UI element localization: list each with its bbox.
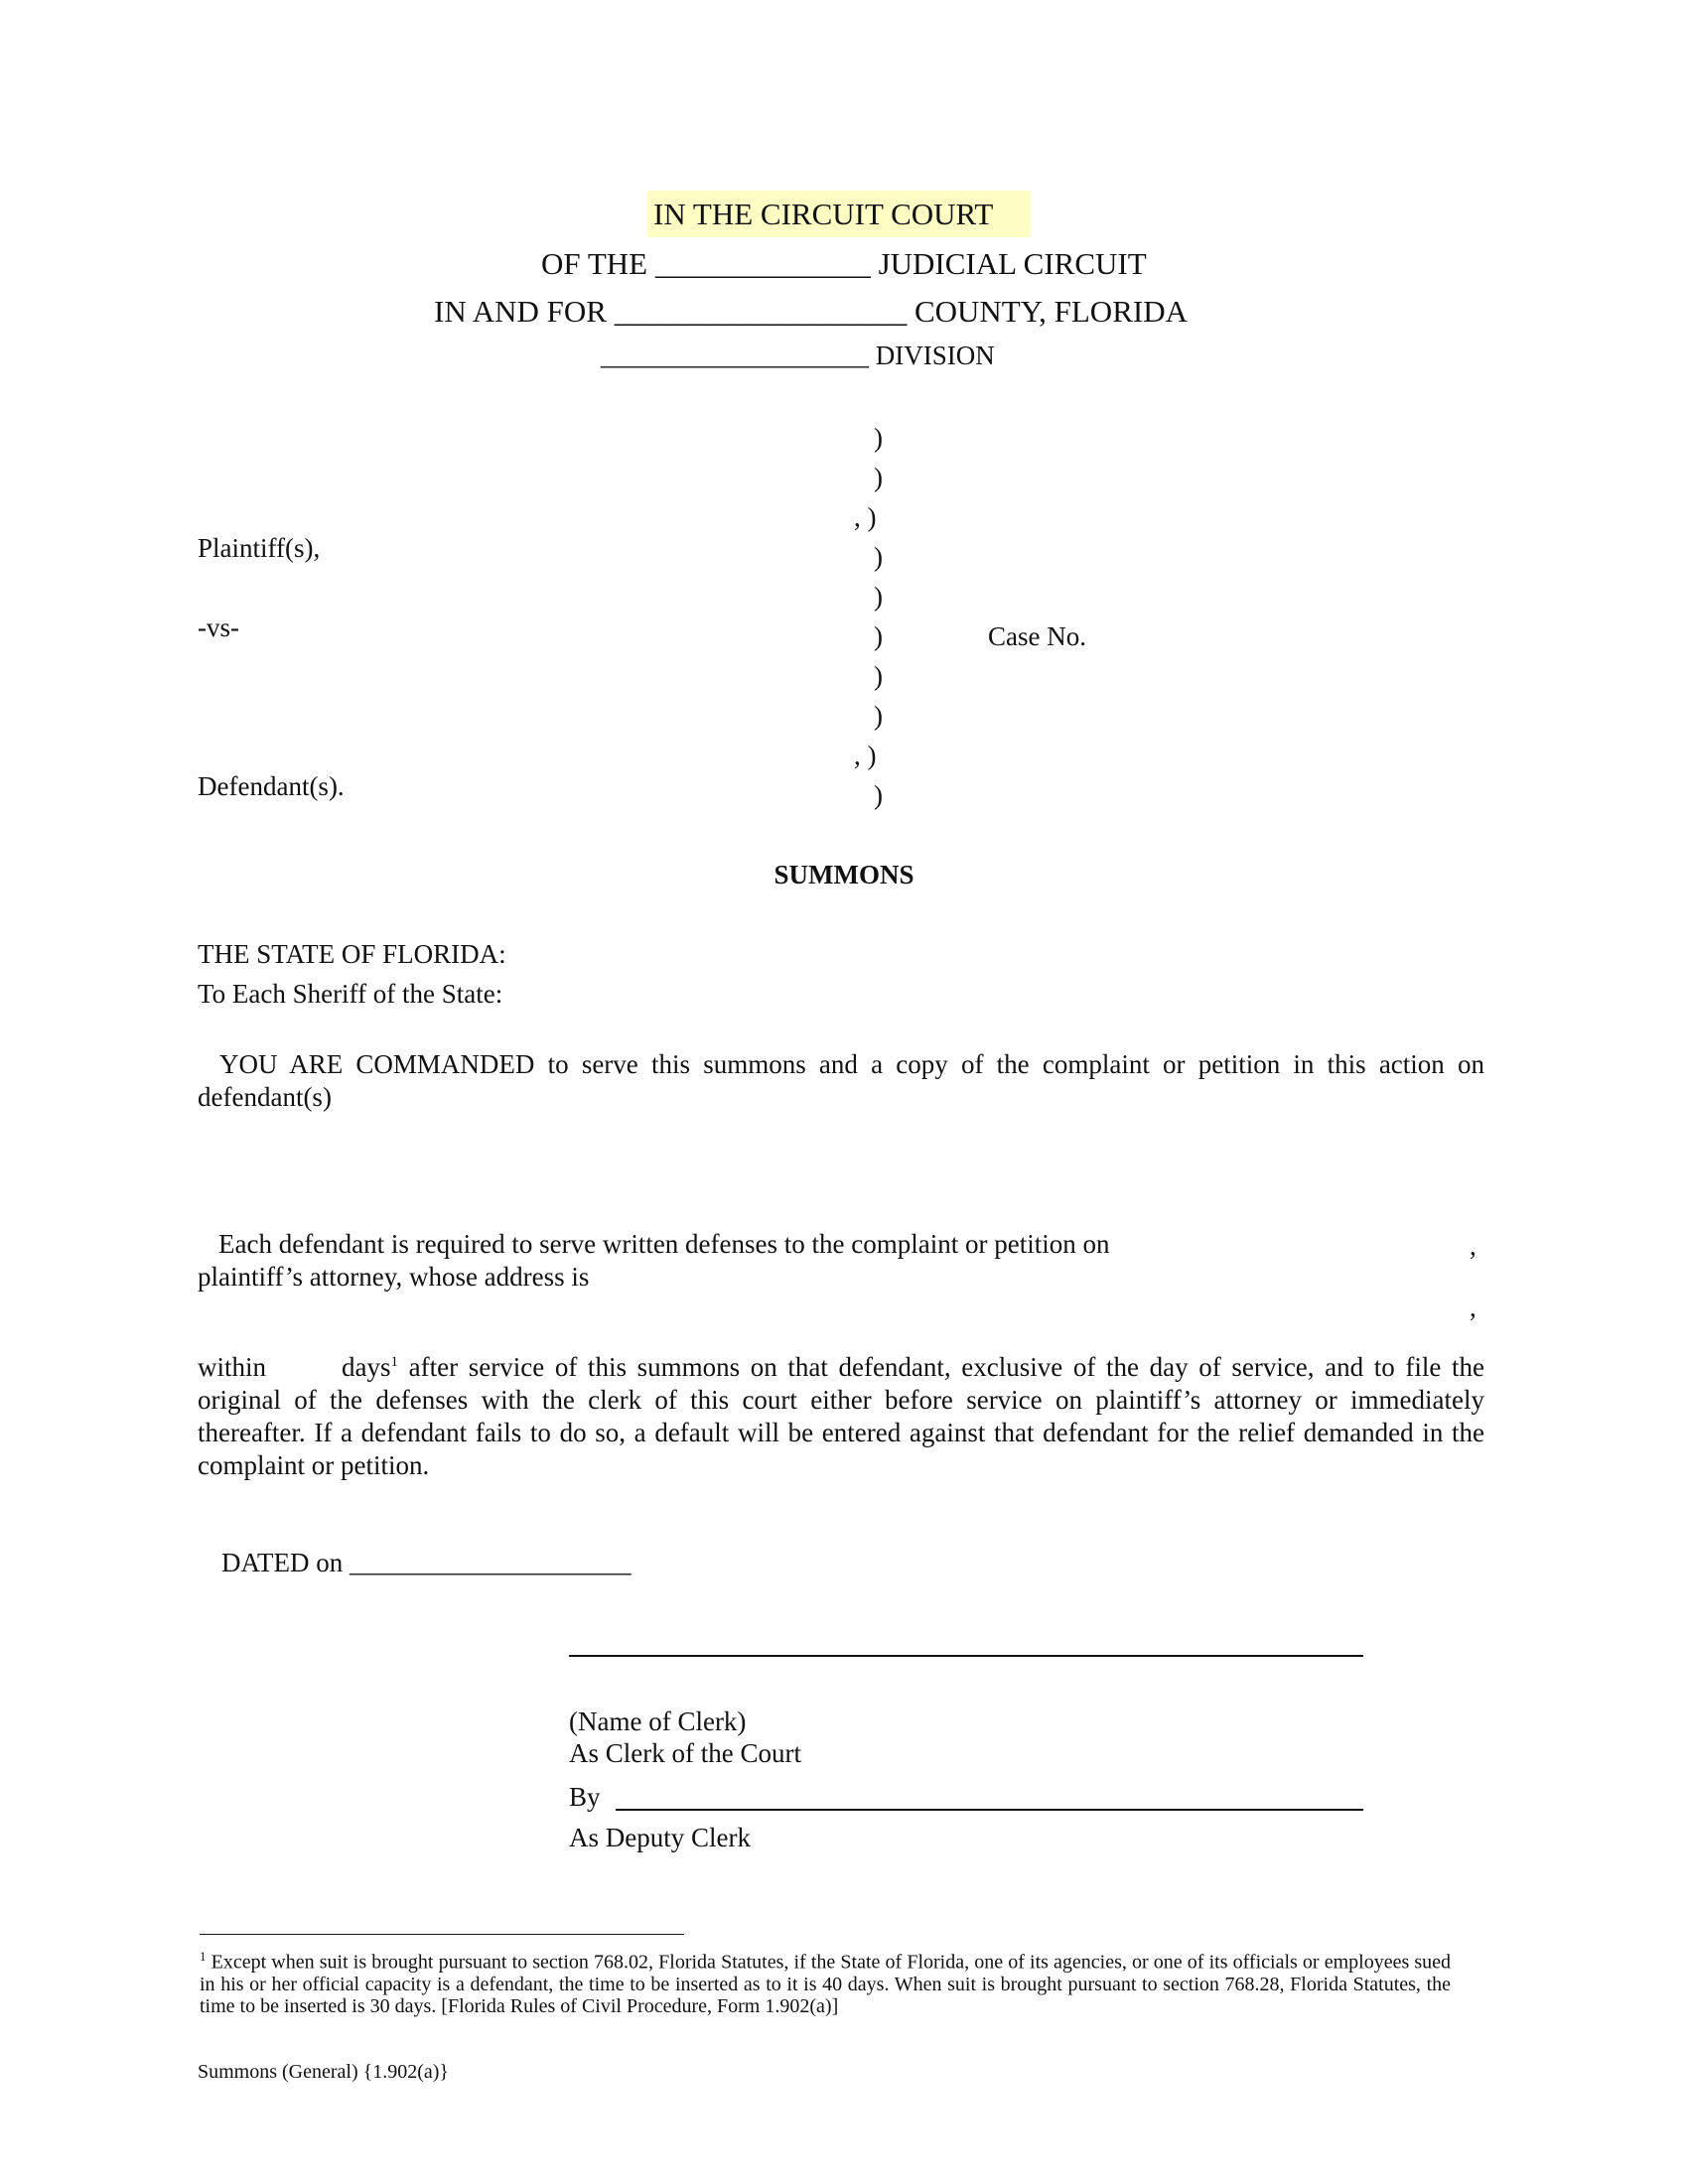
county-prefix: IN AND FOR xyxy=(434,294,607,329)
clerk-name: (Name of Clerk) xyxy=(569,1706,747,1736)
deputy-signature-line[interactable] xyxy=(616,1809,1363,1811)
division-blank[interactable]: ____________________ xyxy=(601,341,869,370)
court-heading-highlight: IN THE CIRCUIT COURT xyxy=(647,191,1031,237)
defendant-label: Defendant(s). xyxy=(198,771,345,801)
by-label: By xyxy=(569,1782,601,1812)
clerk-title: As Clerk of the Court xyxy=(569,1738,801,1768)
dated-line xyxy=(221,1548,632,1578)
within-word: within xyxy=(198,1352,267,1382)
address-comma: , xyxy=(1470,1293,1477,1322)
court-heading xyxy=(647,197,1031,232)
caption-paren: ) xyxy=(874,780,883,810)
caption-paren: ) xyxy=(874,621,883,651)
dated-blank[interactable]: _____________________ xyxy=(350,1548,632,1577)
command-paragraph: YOU ARE COMMANDED to serve this summons and a copy of the complaint or petition in this action on defendant(s) xyxy=(198,1049,1484,1112)
judicial-circuit-prefix: OF THE xyxy=(541,246,648,281)
caption-paren: ) xyxy=(874,542,883,572)
days-word: days xyxy=(342,1352,391,1382)
footnote-mark: 1 xyxy=(200,1949,207,1964)
footnote-reference: 1 xyxy=(390,1354,399,1370)
judicial-circuit-suffix: JUDICIAL CIRCUIT xyxy=(878,246,1147,281)
caption-comma-paren: , ) xyxy=(854,741,877,770)
attorney-address-line: plaintiff’s attorney, whose address is xyxy=(198,1262,590,1292)
caption-paren: ) xyxy=(874,661,883,691)
division-suffix: DIVISION xyxy=(875,341,995,370)
form-identifier: Summons (General) {1.902(a)} xyxy=(198,2061,450,2083)
county-blank[interactable]: ___________________ xyxy=(614,294,908,329)
case-number-label: Case No. xyxy=(988,621,1086,651)
defenses-comma: , xyxy=(1470,1231,1477,1261)
caption-paren: ) xyxy=(874,701,883,731)
caption-comma-paren: , ) xyxy=(854,502,877,532)
document-title: SUMMONS xyxy=(774,860,914,889)
defenses-line: Each defendant is required to serve written defenses to the complaint or petition on xyxy=(218,1229,1110,1259)
judicial-circuit-line xyxy=(541,246,1147,282)
judicial-circuit-blank[interactable]: ______________ xyxy=(654,246,871,281)
vs-label: -vs- xyxy=(198,613,239,642)
footnote-separator xyxy=(200,1934,684,1935)
plaintiff-label: Plaintiff(s), xyxy=(198,533,321,563)
caption-paren: ) xyxy=(874,582,883,612)
caption-paren: ) xyxy=(874,463,883,492)
dated-label: DATED on xyxy=(221,1548,344,1577)
footnote xyxy=(200,1946,1451,2017)
county-line xyxy=(434,294,1188,330)
deputy-clerk-label: As Deputy Clerk xyxy=(569,1823,751,1852)
division-line xyxy=(601,341,995,371)
caption-paren: ) xyxy=(874,423,883,453)
within-paragraph xyxy=(198,1346,1484,1482)
footnote-text: Except when suit is brought pursuant to section 768.02, Florida Statutes, if the State of Florida, one of its agencies, or one of its officials or employees sued in his or her official capacity is a defendant, the time to be inserted as to it is 40 days. When suit is brought pursuant to section 768.28, Florida Statutes, the time to be inserted is 30 days. [Florida Rules of Civil Procedure, Form 1.902(a)] xyxy=(200,1951,1452,2017)
clerk-signature-line[interactable] xyxy=(569,1655,1363,1657)
county-suffix: COUNTY, FLORIDA xyxy=(914,294,1188,329)
state-of-florida: THE STATE OF FLORIDA: xyxy=(198,939,506,969)
to-each-sheriff: To Each Sheriff of the State: xyxy=(198,979,503,1009)
within-rest: after service of this summons on that defendant, exclusive of the day of service, and to file the original of the defenses with the clerk of this court either before service on plaintiff’s attorney or immediately thereafter. If a defendant fails to do so, a default will be entered against that defendant for the relief demanded in the complaint or petition. xyxy=(198,1352,1485,1480)
